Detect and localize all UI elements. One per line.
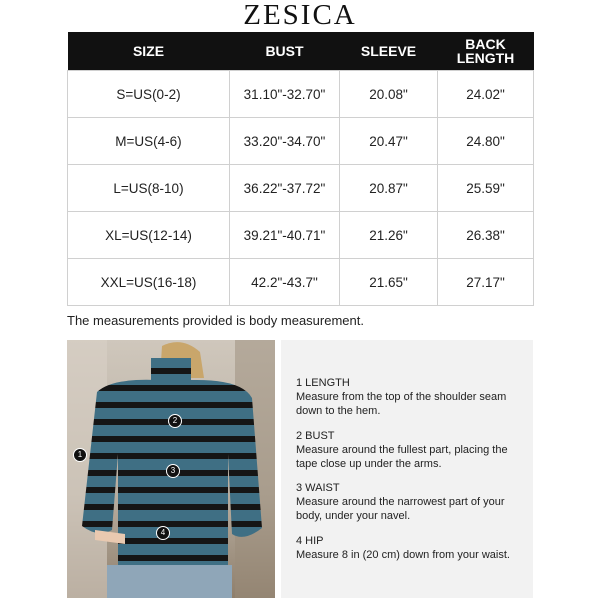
cell-size: L=US(8-10) <box>68 165 230 212</box>
guide-title: 4 HIP <box>296 535 324 547</box>
table-row <box>68 118 534 165</box>
cell-bust: 42.2"-43.7" <box>230 259 340 306</box>
guide-text: Measure around the fullest part, placing the tape close up under the arms. <box>296 444 508 470</box>
cell-bust: 33.20"-34.70" <box>230 118 340 165</box>
header-size: SIZE <box>68 32 230 71</box>
marker-4: 4 <box>156 526 170 540</box>
header-sleeve: SLEEVE <box>340 32 438 71</box>
cell-bust: 39.21"-40.71" <box>230 212 340 259</box>
table-row <box>68 165 534 212</box>
cell-sleeve: 21.26" <box>340 212 438 259</box>
cell-back-length: 24.02" <box>438 71 534 118</box>
cell-sleeve: 20.87" <box>340 165 438 212</box>
cell-back-length: 27.17" <box>438 259 534 306</box>
marker-3: 3 <box>166 464 180 478</box>
model-photo <box>67 340 275 598</box>
cell-sleeve: 20.08" <box>340 71 438 118</box>
measurement-note: The measurements provided is body measurement. <box>67 313 364 328</box>
brand-logo: ZESICA <box>243 0 357 31</box>
guide-title: 3 WAIST <box>296 482 340 494</box>
guide-length <box>296 376 531 418</box>
guide-text: Measure from the top of the shoulder seam down to the hem. <box>296 391 507 417</box>
guide-text: Measure around the narrowest part of your body, under your navel. <box>296 496 505 522</box>
cell-size: XL=US(12-14) <box>68 212 230 259</box>
guide-title: 1 LENGTH <box>296 377 350 389</box>
cell-sleeve: 21.65" <box>340 259 438 306</box>
cell-size: M=US(4-6) <box>68 118 230 165</box>
cell-back-length: 25.59" <box>438 165 534 212</box>
size-chart-table <box>67 32 534 306</box>
guide-hip <box>296 534 531 562</box>
marker-2: 2 <box>168 414 182 428</box>
table-row <box>68 212 534 259</box>
cell-bust: 31.10"-32.70" <box>230 71 340 118</box>
guide-text: Measure 8 in (20 cm) down from your waist. <box>296 549 510 561</box>
guide-bust <box>296 429 531 471</box>
guide-title: 2 BUST <box>296 430 335 442</box>
cell-size: XXL=US(16-18) <box>68 259 230 306</box>
marker-1: 1 <box>73 448 87 462</box>
guide-waist <box>296 481 531 523</box>
cell-back-length: 24.80" <box>438 118 534 165</box>
cell-sleeve: 20.47" <box>340 118 438 165</box>
header-bust: BUST <box>230 32 340 71</box>
table-row <box>68 259 534 306</box>
table-header-row <box>68 32 534 71</box>
table-row <box>68 71 534 118</box>
header-back-length: BACK LENGTH <box>438 32 534 71</box>
cell-bust: 36.22"-37.72" <box>230 165 340 212</box>
measuring-guide-panel <box>281 340 533 598</box>
cell-size: S=US(0-2) <box>68 71 230 118</box>
cell-back-length: 26.38" <box>438 212 534 259</box>
